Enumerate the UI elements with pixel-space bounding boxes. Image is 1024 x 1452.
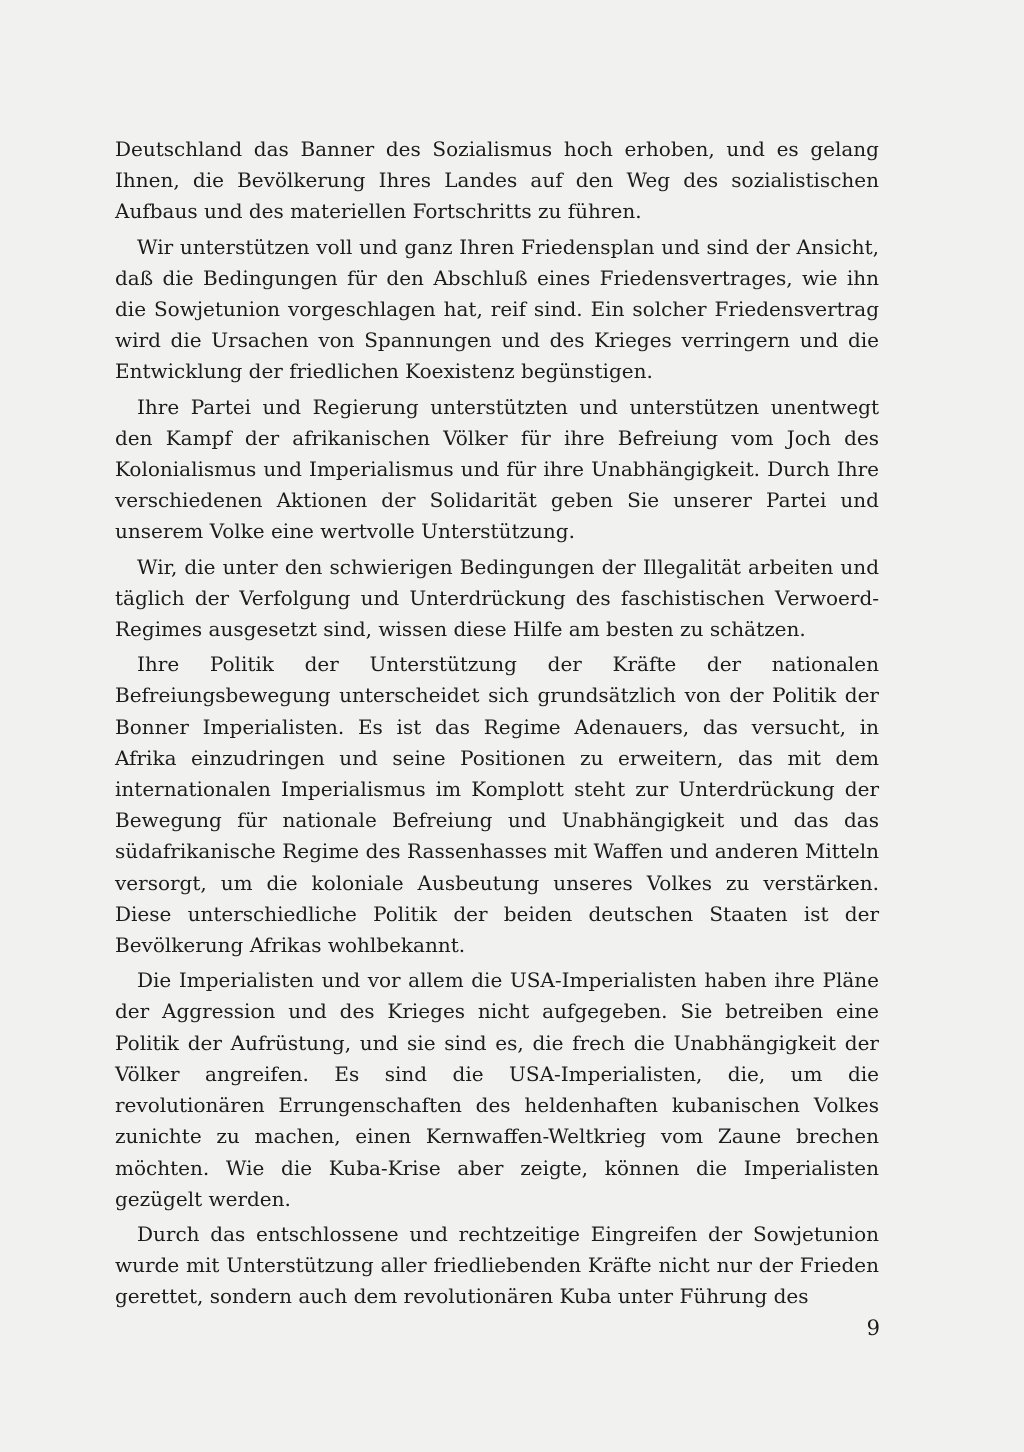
paragraph-1: Deutschland das Banner des Sozialismus hoch erhoben, und es gelang Ihnen, die Bevölkerung Ihres Landes auf den Weg des sozialistischen Aufbaus und des materiellen Fortschritts zu führen. bbox=[115, 137, 879, 224]
paragraph-2: Wir unterstützen voll und ganz Ihren Friedensplan und sind der Ansicht, daß die Bedingungen für den Abschluß eines Friedensvertrages, wie ihn die Sowjetunion vorgeschlagen hat, reif sind. Ein solcher Friedensvertrag wird die Ursachen von Spannungen und des Krieges verringern und die Entwicklung der friedlichen Koexistenz begünstigen. bbox=[115, 234, 879, 384]
body-text bbox=[115, 134, 879, 1317]
paragraph-5: Ihre Politik der Unterstützung der Kräfte der nationalen Befreiungsbewegung unterscheidet sich grundsätzlich von der Politik der Bonner Imperialisten. Es ist das Regime Adenauers, das versucht, in Afrika einzudringen und seine Positionen zu erweitern, das mit dem internationalen Imperialismus im Komplott steht zur Unterdrückung der Bewegung für nationale Befreiung und Unabhängigkeit und das das südafrikanische Regime des Rassenhasses mit Waffen und anderen Mitteln versorgt, um die koloniale Ausbeutung unseres Volkes zu verstärken. Diese unterschiedliche Politik der beiden deutschen Staaten ist der Bevölkerung Afrikas wohlbekannt. bbox=[115, 652, 879, 958]
paragraph-3: Ihre Partei und Regierung unterstützten und unterstützen unentwegt den Kampf der afrikanischen Völker für ihre Befreiung vom Joch des Kolonialismus und Imperialismus und für ihre Unabhängigkeit. Durch Ihre verschiedenen Aktionen der Solidarität geben Sie unserer Partei und unserem Volke eine wertvolle Unterstützung. bbox=[115, 394, 879, 544]
paragraph-6: Die Imperialisten und vor allem die USA-Imperialisten haben ihre Pläne der Aggression und des Krieges nicht aufgegeben. Sie betreiben eine Politik der Aufrüstung, und sie sind es, die frech die Unabhängigkeit der Völker angreifen. Es sind die USA-Imperialisten, die, um die revolutionären Errungenschaften des heldenhaften kubanischen Volkes zunichte zu machen, einen Kernwaffen-Weltkrieg vom Zaune brechen möchten. Wie die Kuba-Krise aber zeigte, können die Imperialisten gezügelt werden. bbox=[115, 968, 879, 1211]
paragraph-7: Durch das entschlossene und rechtzeitige Eingreifen der Sowjetunion wurde mit Unterstützung aller friedliebenden Kräfte nicht nur der Frieden gerettet, sondern auch dem revolutionären Kuba unter Führung des bbox=[115, 1221, 879, 1309]
paragraph-4: Wir, die unter den schwierigen Bedingungen der Illegalität arbeiten und täglich der Verfolgung und Unterdrückung des faschistischen Verwoerd-Regimes ausgesetzt sind, wissen diese Hilfe am besten zu schätzen. bbox=[115, 554, 879, 642]
page-number: 9 bbox=[866, 1316, 880, 1340]
